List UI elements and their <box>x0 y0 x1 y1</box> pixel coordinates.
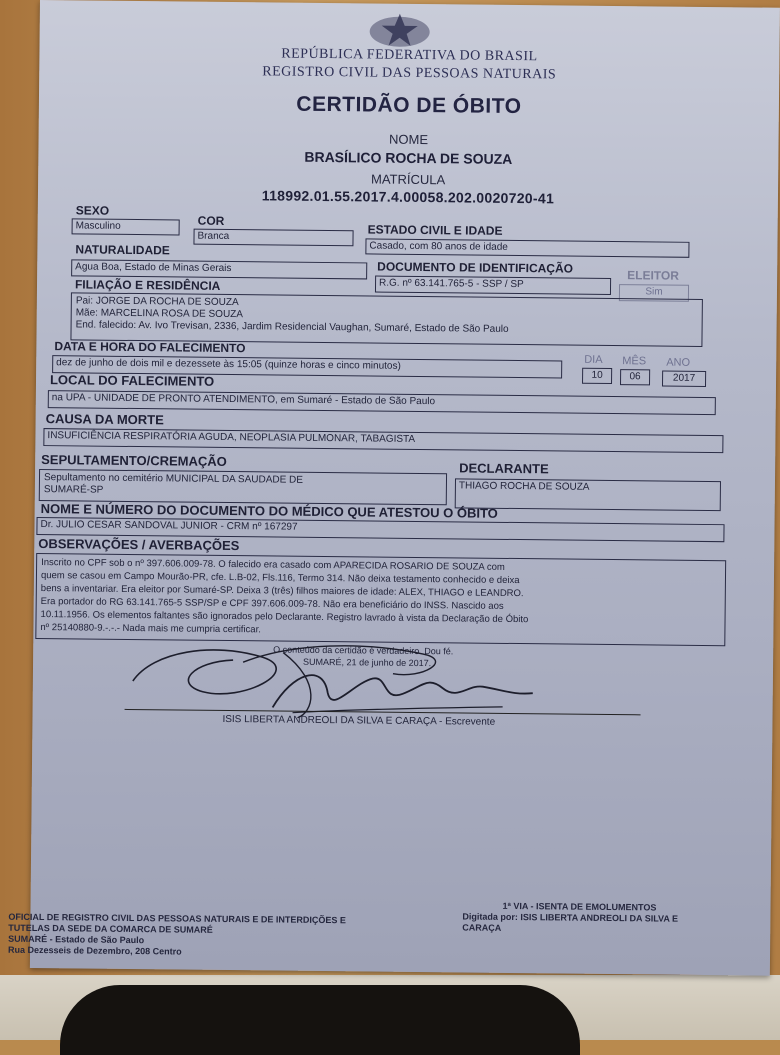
voter-label: ELEITOR <box>627 268 680 283</box>
year-value: 2017 <box>662 371 706 387</box>
registry-heading: REGISTRO CIVIL DAS PESSOAS NATURAIS <box>262 64 557 83</box>
sex-value: Masculino <box>72 218 180 235</box>
name-value: BRASÍLICO ROCHA DE SOUZA <box>304 148 513 167</box>
sex-label: SEXO <box>75 203 110 218</box>
observation-line: bens a inventariar. Era eleitor por Sumaré-SP. Deixa 3 (três) filhos maiores de idade: ALEX, THIAGO e LEANDRO. <box>40 583 524 600</box>
registration-number: 118992.01.55.2017.4.00058.202.0020720-41 <box>261 187 555 207</box>
physician-label: NOME E NÚMERO DO DOCUMENTO DO MÉDICO QUE ATESTOU O ÓBITO <box>40 501 498 521</box>
copy-info-footer <box>462 900 678 935</box>
footer-right-line: 1ª VIA - ISENTA DE EMOLUMENTOS <box>502 900 657 913</box>
burial-line-1: Sepultamento no cemitério MUNICIPAL DA SAUDADE DE <box>43 472 304 486</box>
day-label: DIA <box>584 353 603 366</box>
attestation-text: O conteúdo da certidão é verdadeiro. Dou fé. <box>273 644 454 657</box>
name-label: NOME <box>388 131 429 148</box>
shoe <box>60 985 580 1055</box>
registration-label: MATRÍCULA <box>370 171 446 188</box>
footer-left-line: OFICIAL DE REGISTRO CIVIL DAS PESSOAS NATURAIS E DE INTERDIÇÕES E <box>8 911 346 926</box>
signatory-name: ISIS LIBERTA ANDREOLI DA SILVA E CARAÇA - Escrevente <box>222 713 496 728</box>
declarant-value: THIAGO ROCHA DE SOUZA <box>455 478 721 511</box>
marital-status-label: ESTADO CIVIL E IDADE <box>367 222 503 238</box>
footer-right-line: Digitada por: ISIS LIBERTA ANDREOLI DA SILVA E <box>462 911 679 924</box>
mother-line: Mãe: MARCELINA ROSA DE SOUZA <box>75 307 244 321</box>
burial-value <box>39 469 447 505</box>
coat-of-arms-icon <box>367 11 433 48</box>
parents-label: FILIAÇÃO E RESIDÊNCIA <box>74 277 221 293</box>
year-label: ANO <box>666 356 691 369</box>
place-date-text: SUMARÉ, 21 de junho de 2017. <box>303 656 432 669</box>
month-label: MÊS <box>622 355 647 368</box>
death-place-label: LOCAL DO FALECIMENTO <box>49 372 215 389</box>
id-document-label: DOCUMENTO DE IDENTIFICAÇÃO <box>377 259 574 276</box>
birthplace-value: Agua Boa, Estado de Minas Gerais <box>71 259 367 279</box>
observation-line: nº 25140880-9.-.-.- Nada mais me cumpria certificar. <box>40 622 261 636</box>
registry-office-footer <box>8 912 346 960</box>
observation-line: quem se casou em Campo Mourão-PR, cfe. L.B-02, Fls.116, Termo 314. Não deixa testamento conhecido e deixa <box>40 570 520 587</box>
footer-left-line: TUTELAS DA SEDE DA COMARCA DE SUMARÉ <box>8 922 213 935</box>
observation-line: Inscrito no CPF sob o nº 397.606.009-78. O falecido era casado com APARECIDA ROSARIO DE SOUZA com <box>41 557 505 573</box>
address-line: End. falecido: Av. Ivo Trevisan, 2336, Jardim Residencial Vaughan, Sumaré, Estado de São Paulo <box>75 319 509 335</box>
burial-label: SEPULTAMENTO/CREMAÇÃO <box>41 452 227 469</box>
death-place-value: na UPA - UNIDADE DE PRONTO ATENDIMENTO, em Sumaré - Estado de São Paulo <box>48 390 716 415</box>
footer-left-line: SUMARÉ - Estado de São Paulo <box>8 933 145 946</box>
physician-value: Dr. JULIO CESAR SANDOVAL JUNIOR - CRM nº 167297 <box>36 517 724 542</box>
day-value: 10 <box>582 368 612 384</box>
observations-label: OBSERVAÇÕES / AVERBAÇÕES <box>38 536 240 554</box>
observation-line: 10.11.1956. Os elementos faltantes são ignorados pelo Declarante. Registro lavrado à vista da Declaração de Óbito <box>40 609 529 626</box>
voter-value: Sim <box>619 284 689 302</box>
footer-right-line: CARAÇA <box>462 922 502 933</box>
document-title: CERTIDÃO DE ÓBITO <box>296 92 522 119</box>
burial-line-2: SUMARÉ-SP <box>43 484 104 496</box>
id-document-value: R.G. nº 63.141.765-5 - SSP / SP <box>375 276 611 295</box>
footer-left-line: Rua Dezesseis de Dezembro, 208 Centro <box>8 944 182 957</box>
death-date-value: dez de junho de dois mil e dezessete às 15:05 (quinze horas e cinco minutos) <box>52 355 562 378</box>
marital-status-value: Casado, com 80 anos de idade <box>365 238 689 257</box>
declarant-label: DECLARANTE <box>459 460 549 477</box>
month-value: 06 <box>620 369 650 385</box>
parents-box <box>70 292 702 347</box>
color-value: Branca <box>193 229 353 247</box>
cause-label: CAUSA DA MORTE <box>45 411 164 428</box>
death-date-label: DATA E HORA DO FALECIMENTO <box>54 339 246 356</box>
observation-line: Era portador do RG 63.141.765-5 SSP/SP e CPF 397.606.009-78. Não era beneficiário do INSS. Nascido aos <box>40 596 504 612</box>
republic-heading: REPÚBLICA FEDERATIVA DO BRASIL <box>281 46 538 65</box>
father-line: Pai: JORGE DA ROCHA DE SOUZA <box>75 295 239 309</box>
death-certificate <box>8 0 780 976</box>
cause-value: INSUFICIÊNCIA RESPIRATÓRIA AGUDA, NEOPLASIA PULMONAR, TABAGISTA <box>43 428 723 453</box>
birthplace-label: NATURALIDADE <box>75 242 170 258</box>
color-label: COR <box>197 213 225 228</box>
